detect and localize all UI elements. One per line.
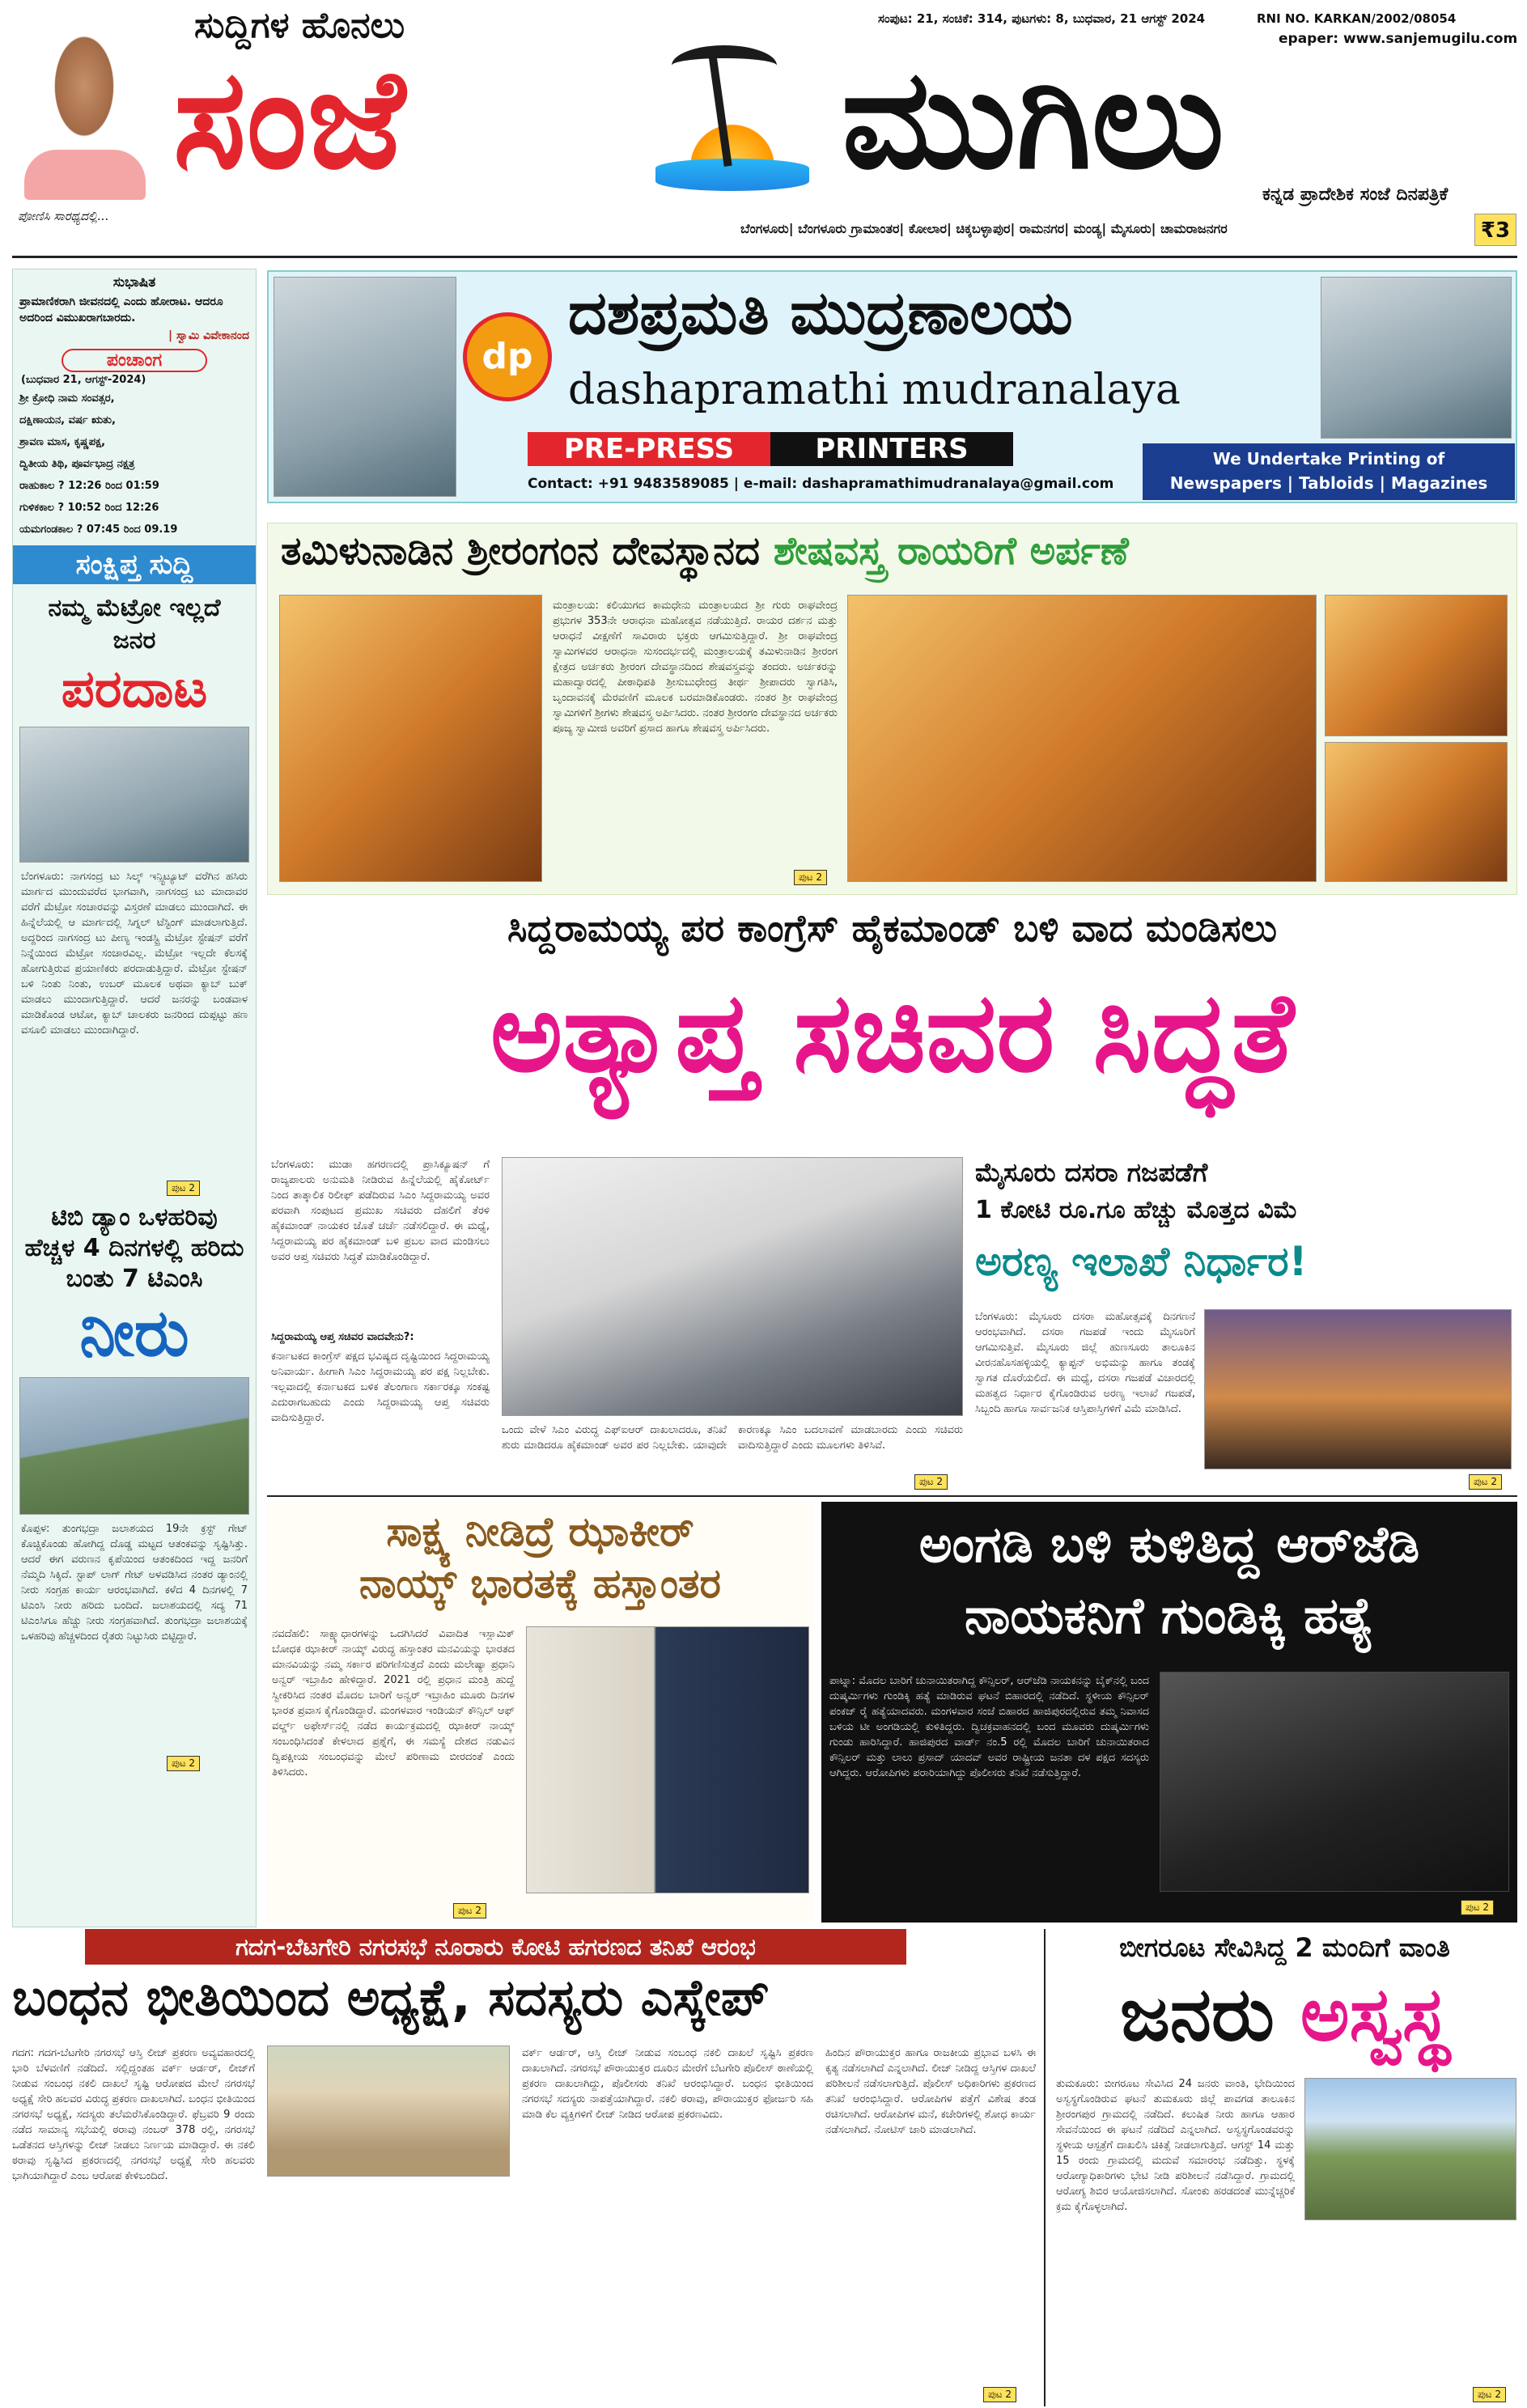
offering-photo-1 — [1325, 595, 1508, 736]
gadag-banner: ಗದಗ-ಬೆಟಗೇರಿ ನಗರಸಭೆ ನೂರಾರು ಕೋಟಿ ಹಗರಣದ ತನಿಖೆ ಆರಂಭ — [85, 1929, 906, 1965]
metro-continued[interactable]: ಪುಟ 2 — [167, 1181, 200, 1196]
rjd-headline-2: ನಾಯಕನಿಗೆ ಗುಂಡಿಕ್ಕಿ ಹತ್ಯೆ — [965, 1586, 1374, 1645]
section-rule-1 — [267, 1495, 1517, 1497]
gadag-col-2: ವರ್ಕ್ ಆರ್ಡರ್, ಆಸ್ತಿ ಲೀಜ್ ನೀಡುವ ಸಂಬಂಧ ನಕಲಿ ದಾಖಲೆ ಸೃಷ್ಟಿಸಿ ಪ್ರಕರಣ ದಾಖಲಾಗಿದೆ. ನಗರಸಭೆ ಪೌರಾಯುಕ್ತರ ದೂರಿನ ಮೇರೆಗೆ ಬೆಟಗೇರಿ ಪೊಲೀಸ್ ಠಾಣೆಯಲ್ಲಿ ಪ್ರಕರಣ ದಾಖಲಾಗಿದ್ದು, ಪೊಲೀಸರು ತನಿಖೆ ಆರಂಭಿಸಿದ್ದಾರೆ. ಬಂಧನ ಭೀತಿಯಿಂದ ನಗರಸಭೆ ಸದಸ್ಯರು ನಾಪತ್ತೆಯಾಗಿದ್ದಾರೆ. ನಕಲಿ ಠರಾವು, ಪೌರಾಯುಕ್ತರ ಫೋರ್ಜರಿ ಸಹಿ ಮಾಡಿ ಕೆಲ ವ್ಯಕ್ತಿಗಳಿಗೆ ಲೀಜ್ ನೀಡಿದ ಆರೋಪ ಪ್ರಕರಣವಿದು. — [522, 2047, 813, 2121]
ad-undertake-box — [1143, 443, 1515, 500]
panchanga-item: ಶ್ರಾವಣ ಮಾಸ, ಕೃಷ್ಣಪಕ್ಷ, — [19, 436, 106, 448]
gadag-headline: ಬಂಧನ ಭೀತಿಯಿಂದ ಅಧ್ಯಕ್ಷೆ, ಸದಸ್ಯರು ಎಸ್ಕೇಪ್ — [12, 1968, 770, 2027]
metro-story-text: ಬೆಂಗಳೂರು: ನಾಗಸಂದ್ರ ಟು ಸಿಲ್ಕ್ ಇನ್ಸ್ಟಿಟ್ಯೂಟ್ ವರೆಗಿನ ಹಸಿರು ಮಾರ್ಗದ ಮುಂದುವರೆದ ಭಾಗವಾಗಿ, ನಾಗಸಂದ್ರ ಟು ಮಾದಾವರ ವರೆಗೆ ಮೆಟ್ರೋ ಸಂಚಾರವನ್ನು ವಿಸ್ತರಣೆ ಮಾಡಲು ಮುಂದಾಗಿದೆ. ಈ ಹಿನ್ನೆಲೆಯಲ್ಲಿ ಆ ಮಾರ್ಗದಲ್ಲಿ ಸಿಗ್ನಲ್ ಟೆಸ್ಟಿಂಗ್ ಮಾಡಲಾಗುತ್ತಿದೆ. ಅದ್ದರಿಂದ ನಾಗಸಂದ್ರ ಟು ಪೀಣ್ಯ ಇಂಡಸ್ಟ್ರಿ ಮೆಟ್ರೋ ಸ್ಟೇಷನ್ ವರೆಗೆ ನಿನ್ನೆಯಿಂದ ಮೆಟ್ರೋ ಸಂಚಾರವಿಲ್ಲ. ಮೆಟ್ರೋ ಇಲ್ಲದೇ ಕೆಲಸಕ್ಕೆ ಹೋಗುತ್ತಿರುವ ಪ್ರಯಾಣಿಕರು ಪರದಾಡುತ್ತಿದ್ದಾರೆ. ಮೆಟ್ರೋ ಸ್ಟೇಷನ್ ಬಳಿ ನಿಂತು ನಿಂತು, ಉಬರ್ ಮೂಲಕ ಅಥವಾ ಕ್ಯಾಬ್ ಬುಕ್ ಮಾಡಲು ಮುಂದಾಗುತ್ತಿದ್ದಾರೆ. ಆದರೆ ಜನರನ್ನು ಬಂಡವಾಳ ಮಾಡಿಕೊಂಡ ಆಟೋ, ಕ್ಯಾಬ್ ಚಾಲಕರು ಜನರಿಂದ ದುಪ್ಪಟ್ಟು ಹಣ ವಸೂಲಿ ಮಾಡಲು ಮುಂದಾಗಿದ್ದಾರೆ. — [21, 871, 248, 1037]
lead-story-text-2: ಕರ್ನಾಟಕದ ಕಾಂಗ್ರೆಸ್ ಪಕ್ಷದ ಭವಿಷ್ಯದ ದೃಷ್ಟಿಯಿಂದ ಸಿದ್ದರಾಮಯ್ಯ ಅನಿವಾರ್ಯ. ಹೀಗಾಗಿ ಸಿಎಂ ಸಿದ್ದರಾಮಯ್ಯ ಪರ ಪಕ್ಷ ನಿಲ್ಲಬೇಕು. ಇಲ್ಲವಾದಲ್ಲಿ ಕರ್ನಾಟಕದ ಬಳಿಕ ತೆಲಂಗಾಣ ಸರ್ಕಾರಕ್ಕೂ ಸಂಕಷ್ಟ ಎದುರಾಗಬಹುದು ಎಂದು ಸಿದ್ದರಾಮಯ್ಯ ಆಪ್ತ ಸಚಿವರು ವಾದಿಸುತ್ತಿದ್ದಾರೆ. — [271, 1350, 490, 1424]
metro-headline-big: ಪರದಾಟ — [61, 659, 208, 719]
dam-continued[interactable]: ಪುಟ 2 — [167, 1756, 200, 1771]
panchanga-item: ಶ್ರೀ ಕ್ರೋಧಿ ನಾಮ ಸಂವತ್ಸರ, — [19, 392, 115, 405]
rni-number: RNI NO. KARKAN/2002/08054 — [1257, 11, 1457, 26]
sun-palm-logo — [639, 45, 825, 199]
mysuru-palace-photo — [1204, 1309, 1512, 1469]
ad-tag-printers: PRINTERS — [770, 432, 1013, 466]
metro-headline: ನಮ್ಮ ಮೆಟ್ರೋ ಇಲ್ಲದೆ ಜನರ — [48, 594, 221, 655]
biryani-headline — [1052, 1966, 1517, 2063]
naik-continued[interactable]: ಪುಟ 2 — [453, 1903, 486, 1918]
printing-ad[interactable] — [267, 270, 1517, 503]
crime-scene-photo — [1160, 1672, 1509, 1892]
dasara-continued[interactable]: ಪುಟ 2 — [1469, 1474, 1502, 1490]
dam-headline: ಟಿಬಿ ಡ್ಯಾಂ ಒಳಹರಿವು ಹೆಚ್ಚಳ 4 ದಿನಗಳಲ್ಲಿ ಹರಿದು ಬಂತು 7 ಟಿಎಂಸಿ — [24, 1203, 244, 1293]
lead-continued[interactable]: ಪುಟ 2 — [914, 1474, 948, 1490]
panchanga-item: ಯಮಗಂಡಕಾಲ ? 07:45 ರಿಂದ 09.19 — [19, 524, 178, 536]
lead-photo-caption: ಒಂದು ವೇಳೆ ಸಿಎಂ ವಿರುದ್ಧ ಎಫ್‌ಐಆರ್ ದಾಖಲಾದರೂ, ತನಿಖೆ ಶುರು ಮಾಡಿದರೂ ಹೈಕಮಾಂಡ್ ಅವರ ಪರ ನಿಲ್ಲಬೇಕು. ಯಾವುದೇ ಕಾರಣಕ್ಕೂ ಸಿಎಂ ಬದಲಾವಣೆ ಮಾಡಬಾರದು ಎಂದು ಸಚಿವರು ವಾದಿಸುತ್ತಿದ್ದಾರೆ ಎಂದು ಮೂಲಗಳು ತಿಳಿಸಿವೆ. — [502, 1424, 963, 1452]
biryani-headline-pink: ಅಸ್ವಸ್ಥ — [1300, 1971, 1450, 2058]
panchanga-item: ದಕ್ಷಿಣಾಯನ, ವರ್ಷ ಋತು, — [19, 414, 116, 426]
naik-story — [267, 1502, 813, 1923]
panchanga-list — [13, 388, 256, 541]
city-list: ಬೆಂಗಳೂರು| ಬೆಂಗಳೂರು ಗ್ರಾಮಾಂತರ| ಕೋಲಾರ| ಚಿಕ್ಕಬಳ್ಳಾಪುರ| ರಾಮನಗರ| ಮಂಡ್ಯ| ಮೈಸೂರು| ಚಾಮರಾಜನಗರ — [740, 221, 1228, 236]
founder-photo-shirt — [24, 150, 146, 200]
srirangam-continued[interactable]: ಪುಟ 2 — [794, 870, 827, 885]
ad-press-machine-photo — [274, 277, 456, 497]
ad-tag-prepress: PRE-PRESS — [528, 432, 770, 466]
panchanga-date: (ಬುಧವಾರ 21, ಆಗಸ್ಟ್-2024) — [21, 374, 146, 386]
lead-subhead: ಸಿದ್ದರಾಮಯ್ಯ ಆಪ್ತ ಸಚಿವರ ವಾದವೇನು?: — [271, 1331, 414, 1343]
siddaramaiah-press-photo — [502, 1157, 963, 1416]
epaper-link[interactable]: epaper: www.sanjemugilu.com — [1279, 31, 1518, 47]
village-photo — [1304, 2078, 1516, 2220]
naik-story-text: ನವದೆಹಲಿ: ಸಾಕ್ಷ್ಯಾಧಾರಗಳನ್ನು ಒದಗಿಸಿದರೆ ವಿವಾದಿತ ಇಸ್ಲಾಮಿಕ್ ಬೋಧಕ ಝಾಕೀರ್ ನಾಯ್ಕ್ ವಿರುದ್ಧ ಹಸ್ತಾಂತರ ಮನವಿಯನ್ನು ಭಾರತದ ಮಾನವಿಯನ್ನು ನಮ್ಮ ಸರ್ಕಾರ ಪರಿಗಣಿಸುತ್ತದೆ ಎಂದು ಮಲೇಷ್ಯಾ ಪ್ರಧಾನಿ ಅನ್ವರ್ ಇಬ್ರಾಹಿಂ ಹೇಳಿದ್ದಾರೆ. 2021 ರಲ್ಲಿ ಪ್ರಧಾನ ಮಂತ್ರಿ ಹುದ್ದೆ ಸ್ವೀಕರಿಸಿದ ನಂತರ ಮೊದಲ ಬಾರಿಗೆ ಅನ್ವರ್ ಇಬ್ರಾಹಿಂ ಮೂರು ದಿನಗಳ ಭಾರತ ಪ್ರವಾಸ ಕೈಗೊಂಡಿದ್ದಾರೆ. ಮಂಗಳವಾರ ಇಂಡಿಯನ್ ಕೌನ್ಸಿಲ್ ಆಫ್ ವರ್ಲ್ಡ್ ಅಫೇರ್ಸ್‌ನಲ್ಲಿ ನಡೆದ ಕಾರ್ಯಕ್ರಮದಲ್ಲಿ ಝಾಕೀರ್ ನಾಯ್ಕ್ ಸಂಬಂಧಿಸಿದಂತೆ ಕೇಳಲಾದ ಪ್ರಶ್ನೆಗೆ, ಈ ಸಮಸ್ಯೆ ದೇಶದ ನಡುವಿನ ದ್ವಿಪಕ್ಷೀಯ ಸಂಬಂಧವನ್ನು ಮೇಲೆ ಪರಿಣಾಮ ಬೀರದಂತೆ ಎಂದು ತಿಳಿಸಿದರು. — [272, 1628, 515, 1778]
ad-undertake-line1: We Undertake Printing of — [1212, 449, 1445, 468]
lead-headline: ಅತ್ಯಾಪ್ತ ಸಚಿವರ ಸಿದ್ಧತೆ — [490, 969, 1295, 1097]
lead-story-text: ಬೆಂಗಳೂರು: ಮುಡಾ ಹಗರಣದಲ್ಲಿ ಪ್ರಾಸಿಕ್ಯೂಷನ್ ಗೆ ರಾಜ್ಯಪಾಲರು ಅನುಮತಿ ನೀಡಿರುವ ಹಿನ್ನೆಲೆಯಲ್ಲಿ ಹೈಕೋರ್ಟ್ ನಿಂದ ತಾತ್ಕಾಲಿಕ ರಿಲೀಫ್ ಪಡೆದಿರುವ ಸಿಎಂ ಸಿದ್ದರಾಮಯ್ಯ ಅವರ ಪರವಾಗಿ ಸಂಪುಟದ ಪ್ರಮುಖ ಸಚಿವರು ದೆಹಲಿಗೆ ತೆರಳಿ ಹೈಕಮಾಂಡ್ ನಾಯಕರ ಜೊತೆ ಚರ್ಚೆ ನಡೆಸಲಿದ್ದಾರೆ. ಈ ಮಧ್ಯೆ, ಸಿದ್ದರಾಮಯ್ಯ ಪರ ಹೈಕಮಾಂಡ್ ಬಳಿ ಪ್ರಬಲ ವಾದ ಮಂಡಿಸಲು ಅವರ ಆಪ್ತ ಸಚಿವರು ಸಿದ್ಧತೆ ಮಾಡಿಕೊಂಡಿದ್ದಾರೆ. — [271, 1159, 490, 1263]
ad-undertake-line2: Newspapers | Tabloids | Magazines — [1169, 473, 1488, 493]
ad-brand-english: dashapramathi mudranalaya — [568, 366, 1181, 414]
dasara-kicker-2: 1 ಕೋಟಿ ರೂ.ಗೂ ಹೆಚ್ಚು ಮೊತ್ತದ ವಿಮೆ — [975, 1196, 1298, 1224]
naik-headline-2: ನಾಯ್ಕ್ ಭಾರತಕ್ಕೆ ಹಸ್ತಾಂತರ — [359, 1560, 721, 1607]
ad-printer-photo — [1321, 277, 1512, 439]
biryani-continued[interactable]: ಪುಟ 2 — [1473, 2387, 1506, 2402]
ad-contact: Contact: +91 9483589085 | e-mail: dashapramathimudranalaya@gmail.com — [528, 476, 1114, 492]
panchanga-item: ದ್ವಿತೀಯ ತಿಥಿ, ಪೂರ್ವಭಾದ್ರ ನಕ್ಷತ್ರ — [19, 458, 135, 470]
gadag-building-photo — [267, 2046, 510, 2177]
panchanga-item: ಗುಳಿಕಕಾಲ ? 10:52 ರಿಂದ 12:26 — [19, 502, 159, 514]
gadag-continued[interactable]: ಪುಟ 2 — [983, 2387, 1016, 2402]
masthead-subtitle: ಕನ್ನಡ ಪ್ರಾದೇಶಿಕ ಸಂಜೆ ದಿನಪತ್ರಿಕೆ — [1262, 184, 1449, 205]
naik-headline-1: ಸಾಕ್ಷ್ಯ ನೀಡಿದ್ರೆ ಝಾಕೀರ್ — [386, 1508, 694, 1555]
modi-anwar-photo — [526, 1626, 809, 1893]
masthead-title-right: ಮುಗಿಲು — [842, 40, 1224, 200]
sidebar — [12, 269, 257, 1927]
rjd-headline-1: ಅಂಗಡಿ ಬಳಿ ಕುಳಿತಿದ್ದ ಆರ್‌ಜೆಡಿ — [918, 1515, 1420, 1574]
rjd-continued[interactable]: ಪುಟ 2 — [1461, 1900, 1494, 1915]
dam-headline-big: ನೀರು — [79, 1295, 189, 1371]
biryani-kicker: ಬೀಗರೂಟ ಸೇವಿಸಿದ್ದ 2 ಮಂದಿಗೆ ವಾಂತಿ — [1119, 1932, 1450, 1963]
dasara-story-text: ಬೆಂಗಳೂರು: ಮೈಸೂರು ದಸರಾ ಮಹೋತ್ಸವಕ್ಕೆ ದಿನಗಣನೆ ಆರಂಭವಾಗಿದೆ. ದಸರಾ ಗಜಪಡೆ ಇಂದು ಮೈಸೂರಿಗೆ ಆಗಮಿಸುತ್ತಿವೆ. ಮೈಸೂರು ಜಿಲ್ಲೆ ಹುಣಸೂರು ತಾಲೂಕಿನ ವೀರನಹೊಸಹಳ್ಳಿಯಲ್ಲಿ ಕ್ಯಾಪ್ಟನ್ ಅಭಿಮನ್ಯು ಹಾಗೂ ತಂಡಕ್ಕೆ ಸ್ವಾಗತ ದೊರೆಯಲಿದೆ. ಈ ಮಧ್ಯೆ, ದಸರಾ ಗಜಪಡೆ ವಿಚಾರದಲ್ಲಿ ಮಹತ್ವದ ನಿರ್ಧಾರ ಕೈಗೊಂಡಿರುವ ಅರಣ್ಯ ಇಲಾಖೆ ಗಜಪಡೆ, ಸಿಬ್ಬಂದಿ ಹಾಗೂ ಸಾರ್ವಜನಿಕ ಆಸ್ತಿಪಾಸ್ತಿಗಳಿಗೆ ವಿಮೆ ಮಾಡಿಸಿದೆ. — [975, 1311, 1195, 1415]
metro-station-photo — [19, 727, 249, 863]
panchanga-title: ಪಂಚಾಂಗ — [62, 349, 207, 372]
ad-logo: dp — [463, 312, 552, 401]
subhashita-title: ಸುಭಾಷಿತ — [112, 274, 156, 290]
srirangam-story — [267, 523, 1517, 895]
section-rule-2 — [1044, 1929, 1046, 2406]
lead-kicker: ಸಿದ್ದರಾಮಯ್ಯ ಪರ ಕಾಂಗ್ರೆಸ್ ಹೈಕಮಾಂಡ್ ಬಳಿ ವಾದ ಮಂಡಿಸಲು — [507, 906, 1277, 950]
brief-news-title: ಸಂಕ್ಷಿಪ್ತ ಸುದ್ದಿ — [13, 545, 256, 584]
offering-photo-2 — [1325, 742, 1508, 882]
panchanga-item: ರಾಹುಕಾಲ ? 12:26 ರಿಂದ 01:59 — [19, 480, 159, 492]
biryani-headline-black: ಜನರು — [1119, 1971, 1275, 2058]
biryani-story-text: ತುಮಕೂರು: ಬೀಗರೂಟ ಸೇವಿಸಿದ 24 ಜನರು ವಾಂತಿ, ಭೇದಿಯಿಂದ ಅಸ್ವಸ್ಥಗೊಂಡಿರುವ ಘಟನೆ ತುಮಕೂರು ಜಿಲ್ಲೆ ಪಾವಗಡ ತಾಲೂಕಿನ ಶ್ರೀರಂಗಪುರ ಗ್ರಾಮದಲ್ಲಿ ನಡೆದಿದೆ. ಕಲುಷಿತ ನೀರು ಹಾಗೂ ಆಹಾರ ಸೇವನೆಯಿಂದ ಈ ಘಟನೆ ನಡೆದಿದೆ ಎನ್ನಲಾಗಿದೆ. ಅಸ್ವಸ್ಥಗೊಂಡವರನ್ನು ಸ್ಥಳೀಯ ಆಸ್ಪತ್ರೆಗೆ ದಾಖಲಿಸಿ ಚಿಕಿತ್ಸೆ ನೀಡಲಾಗುತ್ತಿದೆ. ಆಗಸ್ಟ್ 14 ಮತ್ತು 15 ರಂದು ಗ್ರಾಮದಲ್ಲಿ ಮದುವೆ ಸಮಾರಂಭ ನಡೆದಿತ್ತು. ಸ್ಥಳಕ್ಕೆ ಆರೋಗ್ಯಾಧಿಕಾರಿಗಳು ಭೇಟಿ ನೀಡಿ ಪರಿಶೀಲನೆ ನಡೆಸಿದ್ದಾರೆ. ಗ್ರಾಮದಲ್ಲಿ ಆರೋಗ್ಯ ಶಿಬಿರ ಆಯೋಜಿಸಲಾಗಿದೆ. ಸೋಂಕು ಹರಡದಂತೆ ಮುನ್ನೆಚ್ಚರಿಕೆ ಕ್ರಮ ಕೈಗೊಳ್ಳಲಾಗಿದೆ. — [1056, 2078, 1295, 2213]
ad-brand-kannada: ದಶಪ್ರಮತಿ ಮುದ್ರಣಾಲಯ — [568, 278, 1073, 348]
gadag-col-3: ಹಿಂದಿನ ಪೌರಾಯುಕ್ತರ ಹಾಗೂ ರಾಜಕೀಯ ಪ್ರಭಾವ ಬಳಸಿ ಈ ಕೃತ್ಯ ನಡೆಸಲಾಗಿದೆ ಎನ್ನಲಾಗಿದೆ. ಲೀಜ್ ನೀಡಿದ್ದ ಆಸ್ತಿಗಳ ದಾಖಲೆ ಪರಿಶೀಲನೆ ನಡೆಸಲಾಗುತ್ತಿದೆ. ಪೊಲೀಸ್ ಅಧಿಕಾರಿಗಳು ಪ್ರಕರಣದ ತನಿಖೆ ಆರಂಭಿಸಿದ್ದಾರೆ. ಆರೋಪಿಗಳ ಪತ್ತೆಗೆ ವಿಶೇಷ ತಂಡ ರಚಿಸಲಾಗಿದೆ. ಆರೋಪಿಗಳ ಮನೆ, ಕಚೇರಿಗಳಲ್ಲಿ ಶೋಧ ಕಾರ್ಯ ನಡೆಸಲಾಗಿದೆ. ನೋಟಿಸ್ ಜಾರಿ ಮಾಡಲಾಗಿದೆ. — [825, 2047, 1036, 2136]
srirangam-headline-black: ತಮಿಳುನಾಡಿನ ಶ್ರೀರಂಗಂನ ದೇವಸ್ಥಾನದ — [281, 528, 760, 574]
rjd-story-text: ಪಾಟ್ನಾ: ಮೊದಲ ಬಾರಿಗೆ ಚುನಾಯಿತರಾಗಿದ್ದ ಕೌನ್ಸಿಲರ್, ಆರ್‌ಜೆಡಿ ನಾಯಕನನ್ನು ಬೈಕ್‌ನಲ್ಲಿ ಬಂದ ದುಷ್ಕರ್ಮಿಗಳು ಗುಂಡಿಕ್ಕಿ ಹತ್ಯೆ ಮಾಡಿರುವ ಘಟನೆ ಬಿಹಾರದಲ್ಲಿ ನಡೆದಿದೆ. ಸ್ಥಳೀಯ ಕೌನ್ಸಿಲರ್ ಪಂಕಜ್ ರೈ ಹತ್ಯೆಯಾದವರು. ಮಂಗಳವಾರ ಸಂಜೆ ಬಿಹಾರದ ಹಾಜಿಪುರದಲ್ಲಿರುವ ತಮ್ಮ ನಿವಾಸದ ಬಳಿಯ ಟೀ ಅಂಗಡಿಯಲ್ಲಿ ಕುಳಿತಿದ್ದರು. ದ್ವಿಚಕ್ರವಾಹನದಲ್ಲಿ ಬಂದ ಮೂವರು ದುಷ್ಕರ್ಮಿಗಳು ಗುಂಡು ಹಾರಿಸಿದ್ದಾರೆ. ಹಾಜಿಪುರದ ವಾರ್ಡ್ ನಂ.5 ರಲ್ಲಿ ಮೊದಲ ಬಾರಿಗೆ ಚುನಾಯಿತರಾದ ಕೌನ್ಸಿಲರ್ ಮತ್ತು ಲಾಲು ಪ್ರಸಾದ್ ಯಾದವ್ ಅವರ ರಾಷ್ಟ್ರೀಯ ಜನತಾ ದಳ ಪಕ್ಷದ ಸದಸ್ಯರು ಆಗಿದ್ದರು. ಆರೋಪಿಗಳು ಪರಾರಿಯಾಗಿದ್ದು ಪೊಲೀಸರು ತನಿಖೆ ನಡೆಸುತ್ತಿದ್ದಾರೆ. — [829, 1675, 1149, 1779]
price-badge: ₹3 — [1474, 214, 1516, 246]
srirangam-headline — [281, 528, 1129, 574]
founder-caption: ಪೋಣಿಸಿ ಸಾರಥ್ಯದಲ್ಲಿ... — [18, 209, 109, 223]
procession-photo — [847, 595, 1317, 882]
dasara-headline: ಅರಣ್ಯ ಇಲಾಖೆ ನಿರ್ಧಾರ! — [975, 1238, 1308, 1285]
rjd-story — [821, 1502, 1517, 1923]
masthead-tagline: ಸುದ್ದಿಗಳ ಹೊನಲು — [194, 5, 405, 46]
issue-info: ಸಂಪುಟ: 21, ಸಂಚಿಕೆ: 314, ಪುಟಗಳು: 8, ಬುಧವಾರ, 21 ಆಗಸ್ಟ್ 2024 — [878, 11, 1206, 26]
masthead-title-left: ಸಂಜೆ — [173, 40, 405, 200]
subhashita-text: ಪ್ರಾಮಾಣಿಕರಾಗಿ ಜೀವನದಲ್ಲಿ ಎಂದು ಹೋರಾಟ. ಆದರೂ ಅದರಿಂದ ವಿಮುಖರಾಗಬಾರದು. — [19, 295, 223, 324]
dam-photo — [19, 1377, 249, 1515]
srirangam-story-text: ಮಂತ್ರಾಲಯ: ಕಲಿಯುಗದ ಕಾಮಧೇನು ಮಂತ್ರಾಲಯದ ಶ್ರೀ ಗುರು ರಾಘವೇಂದ್ರ ಪ್ರಭುಗಳ 353ನೇ ಆರಾಧನಾ ಮಹೋತ್ಸವ ನಡೆಯುತ್ತಿದೆ. ರಾಯರ ದರ್ಶನ ಮತ್ತು ಆರಾಧನೆ ವೀಕ್ಷಣೆಗೆ ಸಾವಿರಾರು ಭಕ್ತರು ಆಗಮಿಸುತ್ತಿದ್ದಾರೆ. ಶ್ರೀ ರಾಘವೇಂದ್ರ ಸ್ವಾಮಿಗಳವರ ಆರಾಧನಾ ಸುಸಂದರ್ಭದಲ್ಲಿ ಮಂತ್ರಾಲಯಕ್ಕೆ ತಮಿಳುನಾಡಿನ ಶ್ರೀರಂಗ ಕ್ಷೇತ್ರದ ಅರ್ಚಕರು ಶ್ರೀರಂಗ ದೇವಸ್ಥಾನದಿಂದ ಶೇಷವಸ್ತ್ರವನ್ನು ತಂದರು. ಅರ್ಚಕರನ್ನು ಮಹಾದ್ವಾರದಲ್ಲಿ ಪೀಠಾಧಿಪತಿ ಶ್ರೀಸುಬುಧೇಂದ್ರ ತೀರ್ಥ ಶ್ರೀಪಾದರು ಸ್ವಾಗತಿಸಿ, ಬೃಂದಾವನಕ್ಕೆ ಮೆರವಣಿಗೆ ಮೂಲಕ ಬರಮಾಡಿಕೊಂಡರು. ನಂತರ ಶ್ರೀ ರಾಘವೇಂದ್ರ ಸ್ವಾಮಿಗಳಿಗೆ ಶ್ರೀಗಳು ಶೇಷವಸ್ತ್ರ ಅರ್ಪಿಸಿದರು. ನಂತರ ಶ್ರೀರಂಗಂ ದೇವಸ್ಥಾನದ ಅರ್ಚಕರು ಪೂಜ್ಯ ಸ್ವಾಮೀಜಿ ಅವರಿಗೆ ಪ್ರಸಾದ ಹಾಗೂ ಶೇಷವಸ್ತ್ರ ಅರ್ಪಿಸಿದರು. — [553, 600, 838, 735]
srirangam-headline-green: ಶೇಷವಸ್ತ್ರ ರಾಯರಿಗೆ ಅರ್ಪಣೆ — [773, 528, 1129, 574]
masthead-rule — [12, 256, 1517, 258]
subhashita-author: | ಸ್ವಾಮಿ ವಿವೇಕಾನಂದ — [168, 329, 249, 342]
dam-story-text: ಕೊಪ್ಪಳ: ತುಂಗಭದ್ರಾ ಜಲಾಶಯದ 19ನೇ ಕ್ರಸ್ಟ್ ಗೇಟ್ ಕೊಚ್ಚಿಕೊಂಡು ಹೋಗಿದ್ದ ದೊಡ್ಡ ಮಟ್ಟದ ಆತಂಕವನ್ನು ಸೃಷ್ಟಿಸಿತ್ತು. ಆದರೆ ಈಗ ವರುಣನ ಕೃಪೆಯಿಂದ ಆತಂಕದಿಂದ ಇದ್ದ ಜನರಿಗೆ ನೆಮ್ಮದಿ ಸಿಕ್ಕಿದೆ. ಸ್ಟಾಪ್ ಲಾಗ್ ಗೇಟ್ ಅಳವಡಿಸಿದ ನಂತರ ಡ್ಯಾಂನಲ್ಲಿ ನೀರು ಸಂಗ್ರಹ ಕಾರ್ಯ ಆರಂಭವಾಗಿದೆ. ಕಳೆದ 4 ದಿನಗಳಲ್ಲಿ 7 ಟಿಎಂಸಿ ನೀರು ಹರಿದು ಬಂದಿದೆ. ಜಲಾಶಯದಲ್ಲಿ ಸದ್ಯ 71 ಟಿಎಂಸಿಗೂ ಹೆಚ್ಚು ನೀರು ಸಂಗ್ರಹವಾಗಿದೆ. ತುಂಗಭದ್ರಾ ಜಲಾಶಯಕ್ಕೆ ಒಳಹರಿವು ಹೆಚ್ಚಳದಿಂದ ರೈತರು ನಿಟ್ಟುಸಿರು ಬಿಟ್ಟಿದ್ದಾರೆ. — [21, 1523, 248, 1643]
swami-photo — [279, 595, 542, 882]
dasara-kicker-1: ಮೈಸೂರು ದಸರಾ ಗಜಪಡೆಗೆ — [975, 1157, 1208, 1188]
gadag-col-1: ಗದಗ: ಗದಗ-ಬೆಟಗೇರಿ ನಗರಸಭೆ ಆಸ್ತಿ ಲೀಜ್ ಪ್ರಕರಣ ಅವ್ಯವಹಾರದಲ್ಲಿ ಭಾರಿ ಬೆಳವಣಿಗೆ ನಡೆದಿದೆ. ಸಲ್ಲಿದ್ದಂತಹ ವರ್ಕ್ ಆರ್ಡರ್, ಲೀಜ್‌ಗೆ ನೀಡುವ ಸಂಬಂಧ ನಕಲಿ ದಾಖಲೆ ಸೃಷ್ಟಿ ಆರೋಪದ ಮೇಲೆ ನಗರಸಭೆ ಅಧ್ಯಕ್ಷೆ ಸೇರಿ ಹಲವರ ವಿರುದ್ಧ ಪ್ರಕರಣ ದಾಖಲಾಗಿದೆ. ಬಂಧನ ಭೀತಿಯಿಂದ ನಗರಸಭೆ ಅಧ್ಯಕ್ಷೆ, ಸದಸ್ಯರು ತಲೆಮರೆಸಿಕೊಂಡಿದ್ದಾರೆ. ಫೆಬ್ರವರಿ 9 ರಂದು ನಡೆದ ಸಾಮಾನ್ಯ ಸಭೆಯಲ್ಲಿ ಠರಾವು ನಂಬರ್ 378 ರಲ್ಲಿ, ನಗರಸಭೆ ಒಡೆತನದ ಆಸ್ತಿಗಳನ್ನು ಲೀಜ್ ನೀಡಲು ನಿರ್ಣಯ ಮಾಡಿದ್ದಾರೆ. ಈ ನಕಲಿ ಠರಾವು ಸೃಷ್ಟಿಸಿದ ಪ್ರಕರಣದಲ್ಲಿ ನಗರಸಭೆ ಅಧ್ಯಕ್ಷೆ ಸೇರಿ ಹಲವರು ಭಾಗಿಯಾಗಿದ್ದಾರೆ ಎಂಬ ಆರೋಪ ಕೇಳಿಬಂದಿದೆ. — [12, 2047, 255, 2182]
